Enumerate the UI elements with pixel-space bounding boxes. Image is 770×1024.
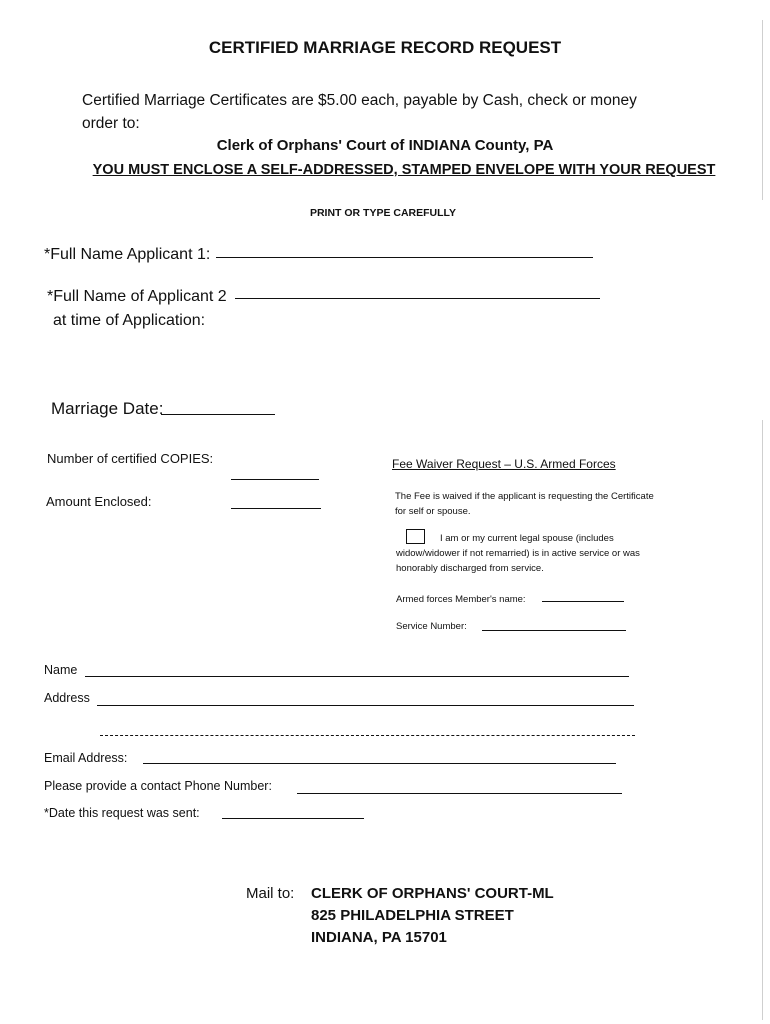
fee-waiver-heading: Fee Waiver Request – U.S. Armed Forces bbox=[392, 457, 616, 471]
marriage-date-label: Marriage Date: bbox=[51, 399, 164, 418]
applicant1-label: *Full Name Applicant 1: bbox=[44, 246, 211, 263]
armed-forces-checkbox[interactable] bbox=[406, 529, 425, 544]
address-label: Address bbox=[44, 691, 90, 705]
mail-to-label: Mail to: bbox=[246, 885, 295, 902]
marriage-date-field[interactable] bbox=[161, 414, 275, 415]
payee-name: Clerk of Orphans' Court of INDIANA County, PA bbox=[216, 137, 554, 154]
service-number-label: Service Number: bbox=[396, 621, 467, 632]
fee-waiver-desc-line2: for self or spouse. bbox=[395, 506, 471, 517]
scan-edge-bottom bbox=[762, 420, 764, 1020]
envelope-notice: YOU MUST ENCLOSE A SELF-ADDRESSED, STAMPED ENVELOPE WITH YOUR REQUEST bbox=[92, 162, 716, 178]
fee-statement-line1: Certified Marriage Certificates are $5.00 each, payable by Cash, check or money bbox=[82, 92, 637, 109]
scan-edge-top bbox=[762, 20, 764, 200]
service-number-field[interactable] bbox=[482, 630, 626, 631]
mailing-line1: CLERK OF ORPHANS' COURT-ML bbox=[311, 885, 554, 902]
email-label: Email Address: bbox=[44, 751, 128, 765]
checkbox-text-line2: widow/widower if not remarried) is in active service or was bbox=[396, 548, 640, 559]
checkbox-text-line3: honorably discharged from service. bbox=[396, 563, 544, 574]
date-sent-field[interactable] bbox=[222, 818, 364, 819]
applicant2-sublabel: at time of Application: bbox=[53, 312, 206, 329]
copies-label: Number of certified COPIES: bbox=[47, 451, 214, 466]
member-name-field[interactable] bbox=[542, 601, 624, 602]
form-title: CERTIFIED MARRIAGE RECORD REQUEST bbox=[208, 38, 562, 57]
applicant2-label: *Full Name of Applicant 2 bbox=[47, 288, 227, 305]
mailing-line2: 825 PHILADELPHIA STREET bbox=[311, 907, 514, 924]
phone-label: Please provide a contact Phone Number: bbox=[44, 779, 272, 793]
name-field[interactable] bbox=[85, 676, 629, 677]
address-field[interactable] bbox=[97, 705, 634, 706]
amount-field[interactable] bbox=[231, 508, 321, 509]
applicant2-field[interactable] bbox=[235, 298, 600, 299]
amount-label: Amount Enclosed: bbox=[46, 494, 152, 509]
print-instruction: PRINT OR TYPE CAREFULLY bbox=[309, 207, 457, 219]
fee-waiver-desc-line1: The Fee is waived if the applicant is requesting the Certificate bbox=[395, 491, 654, 502]
phone-field[interactable] bbox=[297, 793, 622, 794]
applicant1-field[interactable] bbox=[216, 257, 593, 258]
date-sent-label: *Date this request was sent: bbox=[44, 806, 200, 820]
fee-statement-line2: order to: bbox=[82, 115, 140, 132]
copies-field[interactable] bbox=[231, 479, 319, 480]
checkbox-text-line1: I am or my current legal spouse (includes bbox=[440, 533, 614, 544]
email-field[interactable] bbox=[143, 763, 616, 764]
name-label: Name bbox=[44, 663, 78, 677]
mailing-line3: INDIANA, PA 15701 bbox=[311, 929, 447, 946]
member-name-label: Armed forces Member's name: bbox=[396, 594, 526, 605]
address-field-line2[interactable] bbox=[100, 735, 635, 736]
